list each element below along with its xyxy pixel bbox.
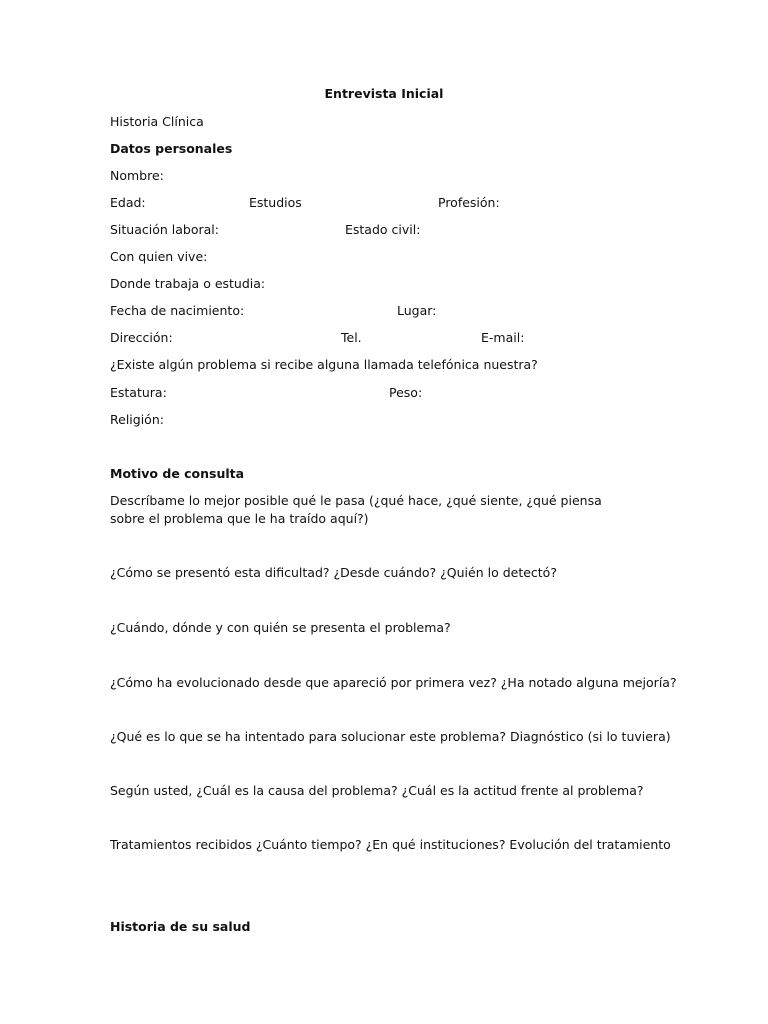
religion-label: Religión: <box>110 412 164 427</box>
consulta-question: Según usted, ¿Cuál es la causa del problema? ¿Cuál es la actitud frente al problema? <box>110 783 644 798</box>
estudios-label: Estudios <box>249 195 302 210</box>
consulta-question: Tratamientos recibidos ¿Cuánto tiempo? ¿En qué instituciones? Evolución del tratamiento <box>110 837 671 852</box>
email-label: E-mail: <box>481 330 525 345</box>
personal-data-heading: Datos personales <box>110 141 233 156</box>
fecha-nacimiento-label: Fecha de nacimiento: <box>110 303 245 318</box>
historia-salud-heading: Historia de su salud <box>110 919 251 934</box>
llamada-question: ¿Existe algún problema si recibe alguna llamada telefónica nuestra? <box>110 357 538 372</box>
consulta-question: ¿Cómo ha evolucionado desde que apareció por primera vez? ¿Ha notado alguna mejoría? <box>110 675 677 690</box>
consulta-question: Descríbame lo mejor posible qué le pasa (¿qué hace, ¿qué siente, ¿qué piensa sobre el problema que le ha traído aquí?) <box>110 493 602 526</box>
edad-label: Edad: <box>110 195 146 210</box>
consulta-question: ¿Cómo se presentó esta dificultad? ¿Desde cuándo? ¿Quién lo detectó? <box>110 565 557 580</box>
direccion-label: Dirección: <box>110 330 173 345</box>
lugar-label: Lugar: <box>397 303 437 318</box>
motivo-consulta-heading: Motivo de consulta <box>110 466 245 481</box>
tel-label: Tel. <box>341 330 362 345</box>
document-subtitle: Historia Clínica <box>110 114 204 129</box>
consulta-question: ¿Qué es lo que se ha intentado para solucionar este problema? Diagnóstico (si lo tuviera) <box>110 729 671 744</box>
donde-trabaja-label: Donde trabaja o estudia: <box>110 276 266 291</box>
nombre-label: Nombre: <box>110 168 164 183</box>
estado-civil-label: Estado civil: <box>345 222 421 237</box>
consulta-question: ¿Cuándo, dónde y con quién se presenta el problema? <box>110 620 451 635</box>
peso-label: Peso: <box>389 385 423 400</box>
profesion-label: Profesión: <box>438 195 500 210</box>
con-quien-vive-label: Con quien vive: <box>110 249 208 264</box>
situacion-laboral-label: Situación laboral: <box>110 222 219 237</box>
estatura-label: Estatura: <box>110 385 167 400</box>
document-title: Entrevista Inicial <box>324 86 444 101</box>
